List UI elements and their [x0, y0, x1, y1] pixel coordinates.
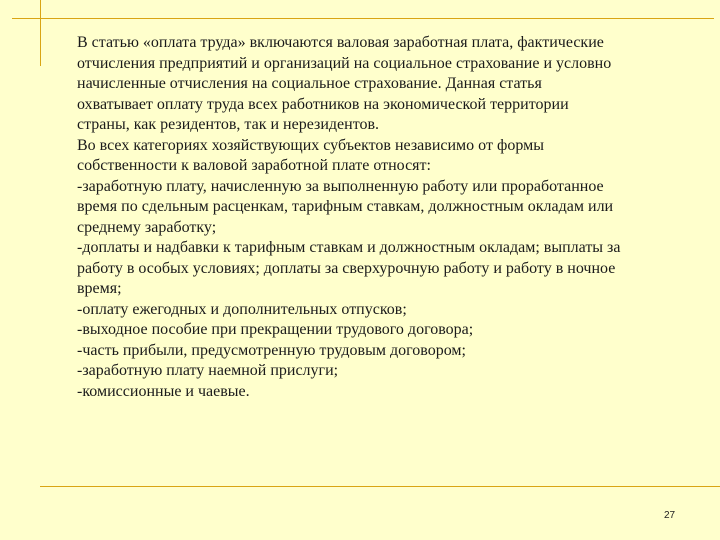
- slide-body-text: В статью «оплата труда» включаются валовая заработная плата, фактические отчисления предприятий и организаций на социальное страхование и условно начисленные отчисления на социальное страхование. Данная статья охватывает оплату труда всех работников на экономической территории страны, как резидентов, так и нерезидентов. Во всех категориях хозяйствующих субъектов независимо от формы собственности к валовой заработной плате относят: -заработную плату, начисленную за выполненную работу или проработанное время по сдельным расценкам, тарифным ставкам, должностным окладам или среднему заработку; -доплаты и надбавки к тарифным ставкам и должностным окладам; выплаты за работу в особых условиях; доплаты за сверхурочную работу и работу в ночное время; -оплату ежегодных и дополнительных отпусков; -выходное пособие при прекращении трудового договора; -часть прибыли, предусмотренную трудовым договором; -заработную плату наемной прислуги; -комиссионные и чаевые.: [77, 34, 621, 400]
- top-divider-line: [12, 18, 714, 19]
- bottom-divider-line: [40, 486, 720, 487]
- left-accent-line: [40, 0, 41, 66]
- page-number: 27: [664, 510, 676, 521]
